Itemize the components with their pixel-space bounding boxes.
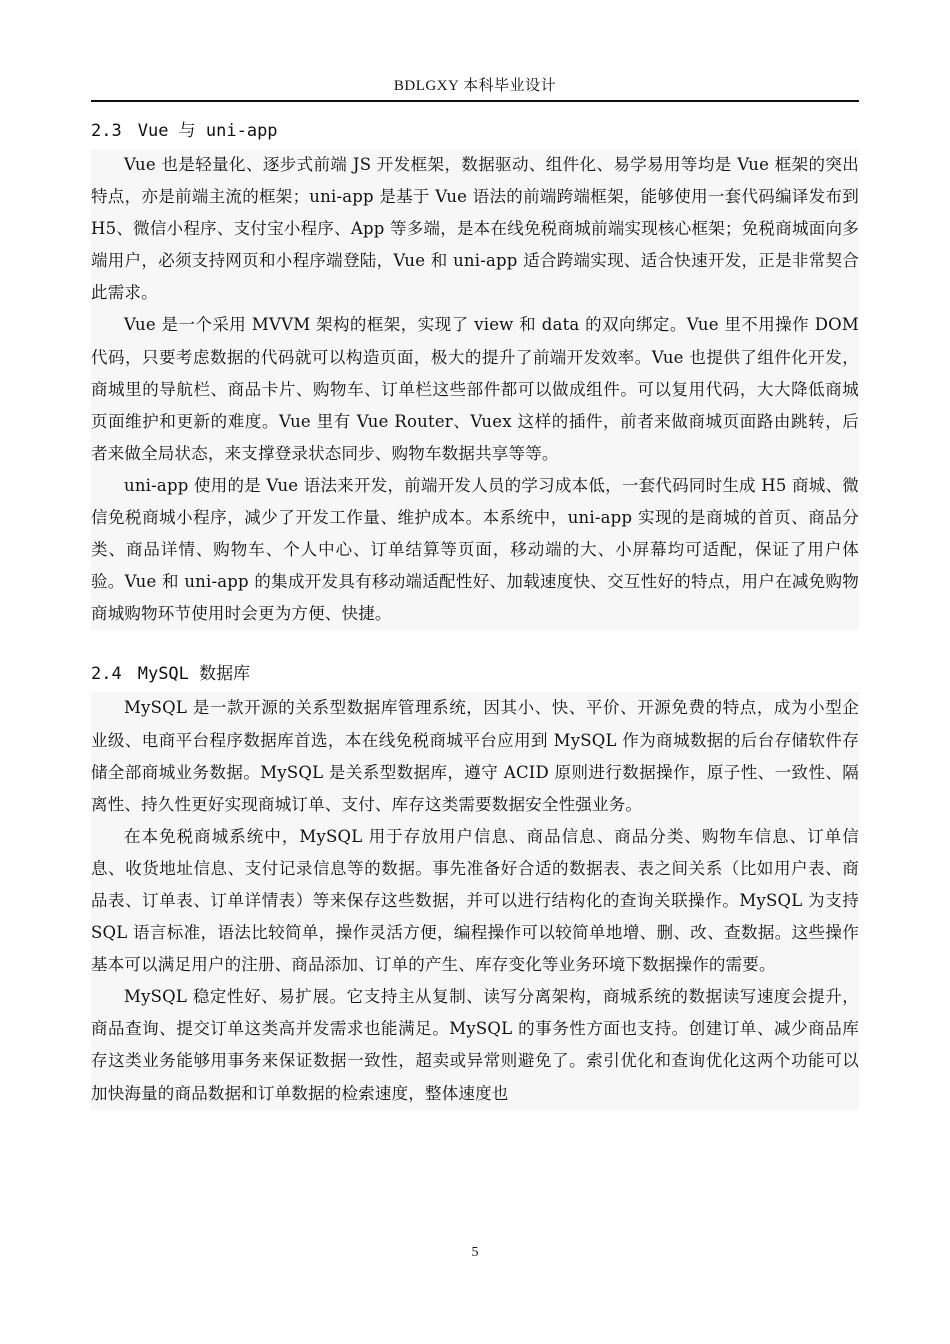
paragraph: MySQL 稳定性好、易扩展。它支持主从复制、读写分离架构，商城系统的数据读写速度会提升，商品查询、提交订单这类高并发需求也能满足。MySQL 的事务性方面也支持。创建订单、减少商品库存这类业务能够用事务来保证数据一致性，超卖或异常则避免了。索引优化和查询优化这两个功能可以加快海量的商品数据和订单数据的检索速度，整体速度也	[91, 981, 859, 1109]
page-number: 5	[471, 1245, 479, 1260]
section-heading	[91, 656, 859, 692]
section-title: MySQL 数据库	[137, 664, 251, 685]
paragraph: 在本免税商城系统中，MySQL 用于存放用户信息、商品信息、商品分类、购物车信息、订单信息、收货地址信息、支付记录信息等的数据。事先准备好合适的数据表、表之间关系（比如用户表、商品表、订单表、订单详情表）等来保存这些数据，并可以进行结构化的查询关联操作。MySQL 为支持 SQL 语言标准，语法比较简单，操作灵活方便，编程操作可以较简单地增、删、改、查数据。这些操作基本可以满足用户的注册、商品添加、订单的产生、库存变化等业务环境下数据操作的需要。	[91, 821, 859, 981]
paragraph: Vue 也是轻量化、逐步式前端 JS 开发框架，数据驱动、组件化、易学易用等均是 Vue 框架的突出特点，亦是前端主流的框架；uni-app 是基于 Vue 语法的前端跨端框架，能够使用一套代码编译发布到 H5、微信小程序、支付宝小程序、App 等多端，是本在线免税商城前端实现核心框架；免税商城面向多端用户，必须支持网页和小程序端登陆，Vue 和 uni-app 适合跨端实现、适合快速开发，正是非常契合此需求。	[91, 149, 859, 309]
section-number: 2.4	[91, 664, 122, 685]
header-rule	[91, 100, 859, 102]
paragraph: uni-app 使用的是 Vue 语法来开发，前端开发人员的学习成本低，一套代码同时生成 H5 商城、微信免税商城小程序，减少了开发工作量、维护成本。本系统中，uni-app 实现的是商城的首页、商品分类、商品详情、购物车、个人中心、订单结算等页面，移动端的大、小屏幕均可适配，保证了用户体验。Vue 和 uni-app 的集成开发具有移动端适配性好、加载速度快、交互性好的特点，用户在减免购物商城购物环节使用时会更为方便、快捷。	[91, 470, 859, 630]
page-body	[91, 113, 859, 1110]
section-number: 2.3	[91, 121, 122, 141]
section-2-3	[91, 113, 859, 630]
paragraph: MySQL 是一款开源的关系型数据库管理系统，因其小、快、平价、开源免费的特点，成为小型企业级、电商平台程序数据库首选，本在线免税商城平台应用到 MySQL 作为商城数据的后台存储软件存储全部商城业务数据。MySQL 是关系型数据库，遵守 ACID 原则进行数据操作，原子性、一致性、隔离性、持久性更好实现商城订单、支付、库存这类需要数据安全性强业务。	[91, 692, 859, 820]
section-heading	[91, 113, 859, 149]
paragraph: Vue 是一个采用 MVVM 架构的框架，实现了 view 和 data 的双向绑定。Vue 里不用操作 DOM 代码，只要考虑数据的代码就可以构造页面，极大的提升了前端开发效率。Vue 也提供了组件化开发，商城里的导航栏、商品卡片、购物车、订单栏这些部件都可以做成组件。可以复用代码，大大降低商城页面维护和更新的难度。Vue 里有 Vue Router、Vuex 这样的插件，前者来做商城页面路由跳转，后者来做全局状态，来支撑登录状态同步、购物车数据共享等等。	[91, 309, 859, 469]
section-spacer	[91, 630, 859, 656]
section-title: Vue 与 uni-app	[137, 121, 278, 141]
section-2-4	[91, 656, 859, 1109]
running-header: BDLGXY 本科毕业设计	[393, 78, 557, 94]
